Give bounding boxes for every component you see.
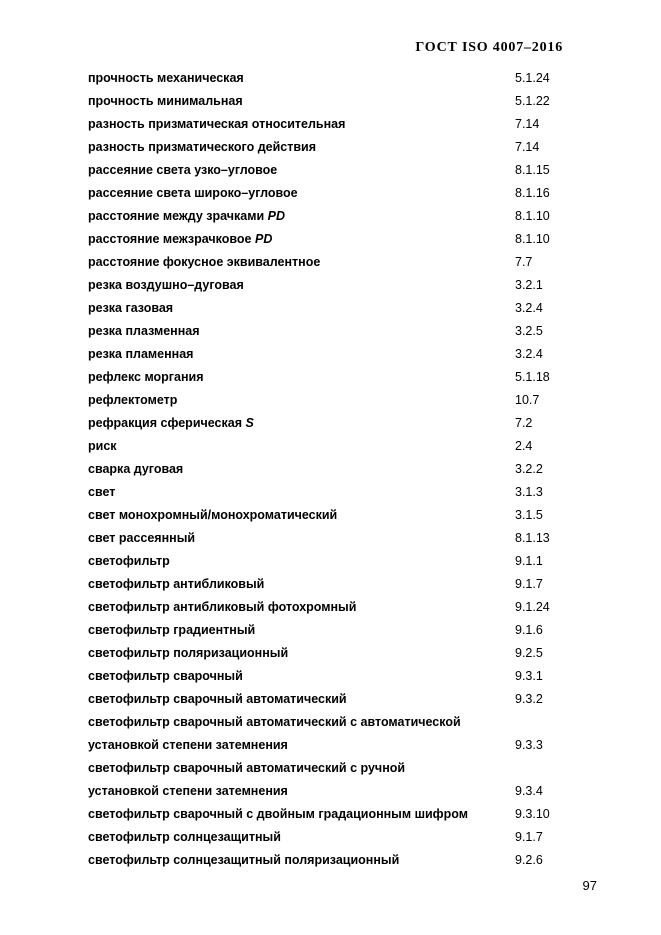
index-term	[88, 596, 356, 619]
index-entry-row	[88, 642, 558, 665]
index-entry-row	[88, 803, 558, 826]
index-section-ref: 7.7	[515, 255, 533, 269]
index-term	[88, 550, 170, 573]
index-section-ref: 9.3.3	[515, 738, 543, 752]
index-entry-row	[88, 711, 558, 734]
index-section-ref: 5.1.18	[515, 370, 550, 384]
index-section-ref: 8.1.10	[515, 209, 550, 223]
index-entry-row	[88, 205, 558, 228]
index-term-text: светофильтр солнцезащитный поляризационный	[88, 853, 400, 867]
index-term	[88, 711, 461, 734]
index-term-text: рефлектометр	[88, 393, 178, 407]
index-section-ref: 5.1.24	[515, 71, 550, 85]
index-entry-row	[88, 136, 558, 159]
index-term	[88, 366, 204, 389]
index-term	[88, 251, 320, 274]
index-term-text: прочность минимальная	[88, 94, 243, 108]
index-term	[88, 780, 288, 803]
index-term	[88, 297, 173, 320]
index-entry-row	[88, 757, 558, 780]
index-term-text: расстояние фокусное эквивалентное	[88, 255, 321, 269]
index-section-ref: 9.1.1	[515, 554, 543, 568]
index-term-text: разность призматического действия	[88, 140, 316, 154]
index-entry-row	[88, 297, 558, 320]
index-section-ref: 9.3.1	[515, 669, 543, 683]
index-term-text: светофильтр антибликовый фотохромный	[88, 600, 357, 614]
index-term-text: светофильтр сварочный	[88, 669, 243, 683]
index-entry-row	[88, 527, 558, 550]
index-term-text: рассеяние света широко–угловое	[88, 186, 298, 200]
index-entry-row	[88, 734, 558, 757]
index-term-text: светофильтр сварочный автоматический	[88, 692, 347, 706]
index-term	[88, 205, 285, 228]
index-entry-row	[88, 412, 558, 435]
index-entry-row	[88, 573, 558, 596]
index-term-text: установкой степени затемнения	[88, 738, 288, 752]
index-term	[88, 619, 255, 642]
index-section-ref: 3.2.4	[515, 301, 543, 315]
index-entry-row	[88, 67, 558, 90]
index-entry-row	[88, 228, 558, 251]
index-section-ref: 7.2	[515, 416, 533, 430]
index-section-ref: 9.2.6	[515, 853, 543, 867]
index-entry-row	[88, 458, 558, 481]
index-term	[88, 90, 243, 113]
index-section-ref: 2.4	[515, 439, 533, 453]
index-term-text: светофильтр поляризационный	[88, 646, 289, 660]
index-section-ref: 9.1.7	[515, 830, 543, 844]
index-entry-row	[88, 159, 558, 182]
index-term-text: светофильтр антибликовый	[88, 577, 265, 591]
index-term-symbol: S	[245, 416, 254, 430]
index-entry-row	[88, 688, 558, 711]
index-term	[88, 573, 264, 596]
index-entry-row	[88, 435, 558, 458]
index-term-symbol: PD	[254, 232, 273, 246]
index-entry-row	[88, 665, 558, 688]
index-term	[88, 665, 243, 688]
index-term	[88, 113, 345, 136]
index-entry-row	[88, 320, 558, 343]
index-section-ref: 8.1.13	[515, 531, 550, 545]
index-entry-row	[88, 504, 558, 527]
index-section-ref: 9.1.7	[515, 577, 543, 591]
index-entry-row	[88, 251, 558, 274]
index-term	[88, 136, 316, 159]
index-term	[88, 182, 298, 205]
index-term-text: резка газовая	[88, 301, 174, 315]
index-entry-row	[88, 849, 558, 872]
index-term-text: прочность механическая	[88, 71, 244, 85]
index-term-text: расстояние между зрачками	[88, 209, 268, 223]
index-section-ref: 9.2.5	[515, 646, 543, 660]
index-section-ref: 8.1.16	[515, 186, 550, 200]
index-entry-row	[88, 113, 558, 136]
index-term-text: светофильтр сварочный автоматический с автоматической	[88, 715, 461, 729]
index-section-ref: 3.2.1	[515, 278, 543, 292]
index-entry-row	[88, 481, 558, 504]
index-section-ref: 3.2.4	[515, 347, 543, 361]
index-term-text: свет монохромный/монохроматический	[88, 508, 338, 522]
index-term-text: резка воздушно–дуговая	[88, 278, 244, 292]
index-section-ref: 9.3.4	[515, 784, 543, 798]
index-term	[88, 67, 244, 90]
index-section-ref: 5.1.22	[515, 94, 550, 108]
term-index-list	[88, 67, 558, 872]
index-entry-row	[88, 826, 558, 849]
index-section-ref: 9.1.24	[515, 600, 550, 614]
index-entry-row	[88, 550, 558, 573]
index-section-ref: 3.2.2	[515, 462, 543, 476]
index-entry-row	[88, 274, 558, 297]
index-entry-row	[88, 389, 558, 412]
index-term	[88, 159, 277, 182]
index-term-text: светофильтр сварочный с двойным градационным шифром	[88, 807, 468, 821]
index-term-text: рефракция сферическая	[88, 416, 246, 430]
index-entry-row	[88, 343, 558, 366]
index-term	[88, 527, 195, 550]
index-term	[88, 481, 115, 504]
index-term	[88, 734, 288, 757]
index-term-text: светофильтр сварочный автоматический с ручной	[88, 761, 406, 775]
index-entry-row	[88, 90, 558, 113]
index-term-text: установкой степени затемнения	[88, 784, 288, 798]
index-term	[88, 642, 288, 665]
document-header: ГОСТ ISO 4007–2016	[415, 40, 563, 55]
index-term	[88, 688, 347, 711]
index-term	[88, 412, 254, 435]
index-term	[88, 757, 405, 780]
index-term	[88, 803, 468, 826]
index-term	[88, 826, 281, 849]
index-term-text: светофильтр градиентный	[88, 623, 256, 637]
index-section-ref: 7.14	[515, 117, 540, 131]
index-section-ref: 10.7	[515, 393, 540, 407]
index-entry-row	[88, 366, 558, 389]
index-term-text: расстояние межзрачковое	[88, 232, 255, 246]
index-term-text: рефлекс моргания	[88, 370, 204, 384]
index-entry-row	[88, 182, 558, 205]
index-term	[88, 228, 272, 251]
index-term-text: сварка дуговая	[88, 462, 184, 476]
index-entry-row	[88, 619, 558, 642]
index-term	[88, 389, 177, 412]
index-term-text: рассеяние света узко–угловое	[88, 163, 278, 177]
index-section-ref: 7.14	[515, 140, 540, 154]
index-term-symbol: PD	[267, 209, 286, 223]
index-term	[88, 435, 117, 458]
index-entry-row	[88, 596, 558, 619]
index-term-text: резка пламенная	[88, 347, 194, 361]
index-section-ref: 9.3.2	[515, 692, 543, 706]
index-term	[88, 274, 244, 297]
index-term	[88, 343, 193, 366]
index-term-text: свет	[88, 485, 116, 499]
page-number: 97	[582, 878, 597, 893]
index-section-ref: 8.1.10	[515, 232, 550, 246]
index-section-ref: 3.1.3	[515, 485, 543, 499]
index-section-ref: 9.1.6	[515, 623, 543, 637]
index-term	[88, 504, 337, 527]
index-term	[88, 320, 200, 343]
index-section-ref: 8.1.15	[515, 163, 550, 177]
index-section-ref: 3.2.5	[515, 324, 543, 338]
index-term-text: риск	[88, 439, 117, 453]
index-entry-row	[88, 780, 558, 803]
index-term-text: свет рассеянный	[88, 531, 196, 545]
index-term-text: светофильтр	[88, 554, 170, 568]
index-section-ref: 3.1.5	[515, 508, 543, 522]
index-term-text: резка плазменная	[88, 324, 200, 338]
index-term-text: разность призматическая относительная	[88, 117, 346, 131]
index-term-text: светофильтр солнцезащитный	[88, 830, 281, 844]
index-section-ref: 9.3.10	[515, 807, 550, 821]
index-term	[88, 458, 183, 481]
index-term	[88, 849, 399, 872]
